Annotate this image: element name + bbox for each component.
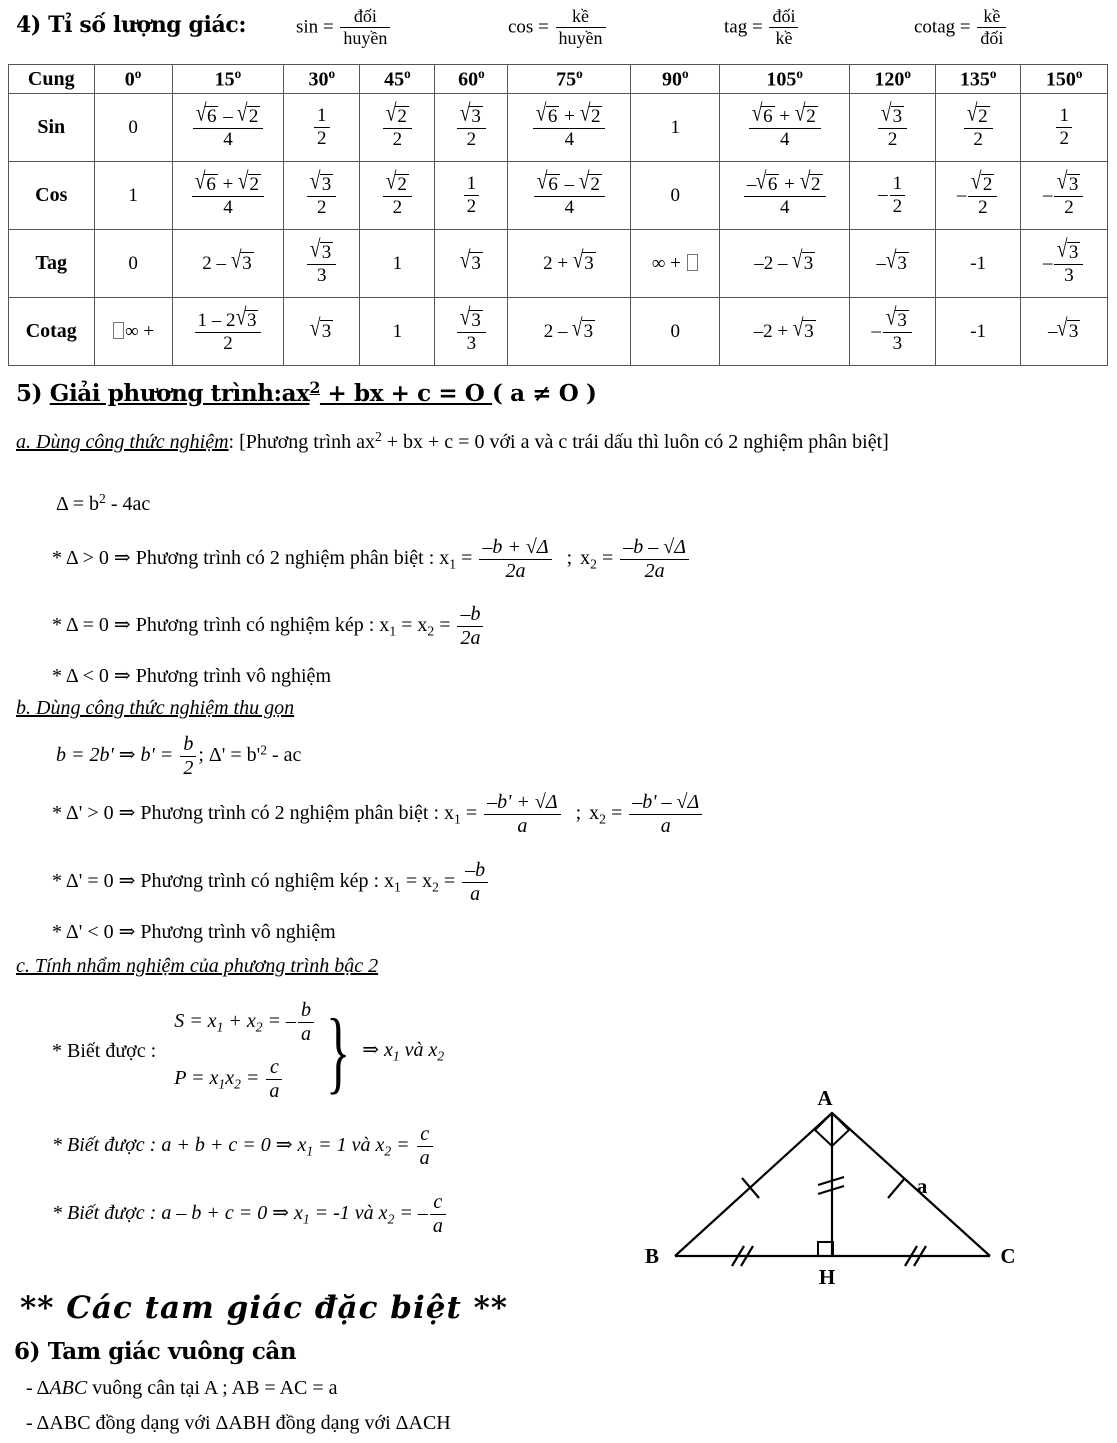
cell-sin-120: $\frac{√3}{2}$: [850, 94, 936, 162]
part-b-case2-x1-sub: 1: [394, 879, 401, 895]
cell-tag-90: ∞ +: [631, 230, 720, 298]
cell-sin-60: $\frac{√3}{2}$: [435, 94, 508, 162]
delta-case1-text: * Δ > 0 ⇒ Phương trình có 2 nghiệm phân biệt : x: [52, 547, 450, 570]
part-b-case1-x1-sub: 1: [454, 811, 461, 827]
ratio-sin-denominator: huyền: [343, 27, 388, 48]
cell-cos-30: $\frac{√3}{2}$: [284, 162, 360, 230]
delta-prime-case-positive: * Δ' > 0 ⇒ Phương trình có 2 nghiệm phân biệt : $x_1$ = $\frac{-b' + √\Delta}{a}$ ; $x_2$ = $\frac{-b' - √\Delta}{a}$: [52, 792, 704, 837]
part-b-case1-numerator: –b' + √Δ: [484, 792, 561, 815]
part-a-note-3: biệt]: [852, 430, 889, 453]
cell-cos-105: $\frac{-√6 + √2}{4}$: [720, 162, 850, 230]
row-header-cotag: Cotag: [9, 298, 95, 366]
cell-sin-90: 1: [631, 94, 720, 162]
ratio-cotag-numerator: kề: [977, 7, 1006, 28]
delta-case1-x2-sub: 2: [590, 556, 597, 572]
delta-case1-equals: =: [456, 547, 478, 570]
row-header-sin: Sin: [9, 94, 95, 162]
table-header-row: [9, 65, 1108, 94]
cell-sin-0: 0: [94, 94, 172, 162]
vieta-implies: ⇒ x: [362, 1039, 393, 1062]
table-header-angle-135: 135$^o$: [935, 65, 1021, 94]
rule2-denominator: a: [432, 1215, 443, 1237]
rule1-x1-sub: 1: [306, 1143, 314, 1159]
isosceles-right-triangle-figure: [620, 1088, 1090, 1313]
vieta-sum-denominator: a: [301, 1023, 312, 1045]
vieta-product-row: [174, 1057, 316, 1102]
delta-def-part2: - 4ac: [105, 492, 151, 515]
label-vertex-a: A: [817, 1088, 833, 1110]
delta-case1-numerator: –b + √Δ: [479, 537, 551, 560]
part-b-case1-x2-label: x: [589, 802, 600, 825]
ratio-sin: sin = $\frac{\text{đối}}{\text{huyền}}$: [296, 7, 392, 48]
trig-values-table: [8, 64, 1108, 366]
vieta-system: [52, 1000, 444, 1102]
table-header-angle-0: 0$^o$: [94, 65, 172, 94]
section5-condition: ( a ≠ O ): [492, 379, 597, 407]
cell-cos-45: $\frac{√2}{2}$: [360, 162, 435, 230]
part-a-note-2: + bx + c = 0 với a và c trái dấu thì luôn có 2 nghiệm phân: [381, 430, 848, 453]
section5-eq-a: ax: [281, 379, 310, 407]
delta-case1-equals2: =: [596, 547, 619, 570]
rule2-prefix: * Biết được : a – b + c = 0 ⇒ x: [52, 1202, 303, 1225]
label-side-a: a: [916, 1174, 928, 1198]
part-b-case1-numerator2: –b' – √Δ: [629, 792, 702, 815]
ratio-sin-numerator: đối: [340, 7, 390, 28]
section5-eq-exponent: 2: [309, 378, 320, 397]
part-b-def-c: - ac: [267, 744, 302, 767]
section6-bullet-1: [26, 1377, 338, 1400]
cell-sin-150: $\frac{1}{2}$: [1021, 94, 1108, 162]
ratio-cotag-denominator: đối: [980, 27, 1004, 48]
part-a-block: [16, 422, 1101, 457]
delta-case2-numerator: –b: [457, 604, 483, 627]
cell-tag-105: –2 – √3: [720, 230, 850, 298]
cell-cotag-30: √3: [284, 298, 360, 366]
cell-sin-105: $\frac{√6 + √2}{4}$: [720, 94, 850, 162]
vieta-implies-x2-sub: 2: [437, 1048, 445, 1064]
table-header-angle-105: 105$^o$: [720, 65, 850, 94]
delta-case1-denominator2: 2a: [644, 560, 665, 582]
ratio-cotag: cotag = $\frac{\text{kề}}{\text{đối}}$: [914, 7, 1008, 48]
vieta-sum-lhs: S = x: [174, 1010, 217, 1033]
rule1-equals: =: [391, 1134, 415, 1157]
table-header-angle-60: 60$^o$: [435, 65, 508, 94]
delta-case1-separator: ;: [566, 547, 573, 570]
cell-tag-30: $\frac{√3}{3}$: [284, 230, 360, 298]
ratio-cos-denominator: huyền: [558, 27, 603, 48]
tick-ac: [888, 1178, 905, 1198]
delta-case2-x1-sub: 1: [389, 623, 397, 639]
vieta-sum-numerator: b: [298, 1000, 314, 1023]
rule1-numerator: c: [417, 1124, 433, 1147]
table-row: [9, 230, 1108, 298]
cell-cotag-90: 0: [631, 298, 720, 366]
rule2-middle: = -1 và x: [309, 1202, 388, 1225]
vieta-known-label: * Biết được :: [52, 1039, 157, 1062]
table-header-angle-90: 90$^o$: [631, 65, 720, 94]
delta-definition: [56, 491, 150, 516]
table-row: [9, 298, 1108, 366]
part-a-note-exponent: 2: [374, 429, 382, 444]
cell-cotag-60: $\frac{√3}{3}$: [435, 298, 508, 366]
part-b-def-denominator: 2: [183, 757, 194, 779]
vieta-prod-lhs: P = x: [174, 1067, 219, 1090]
cell-cotag-150: –√3: [1021, 298, 1108, 366]
cell-tag-15: 2 – √3: [172, 230, 284, 298]
vieta-sum-equals: = –: [262, 1010, 297, 1033]
table-header-angle-75: 75$^o$: [508, 65, 631, 94]
vieta-rule-sum-zero: [52, 1124, 435, 1169]
part-b-case1-denominator: a: [517, 815, 528, 837]
bullet1-prefix: - Δ: [26, 1377, 50, 1399]
delta-case-positive: [52, 537, 691, 582]
cell-tag-120: –√3: [850, 230, 936, 298]
vieta-implies-va: và x: [399, 1039, 438, 1062]
part-b-case2-numerator: –b: [462, 860, 488, 883]
part-b-case2-text: * Δ' = 0 ⇒ Phương trình có nghiệm kép : x: [52, 870, 395, 893]
label-vertex-b: B: [644, 1244, 660, 1268]
delta-case-zero: * Δ = 0 ⇒ Phương trình có nghiệm kép : $x_1 = x_2$ = $\frac{-b}{2a}$: [52, 604, 485, 649]
rule2-x2-sub: 2: [387, 1211, 395, 1227]
ratio-cos-numerator: kề: [556, 7, 606, 28]
cell-cos-0: 1: [94, 162, 172, 230]
vieta-prod-x2-sub: 2: [234, 1076, 241, 1092]
cell-tag-0: 0: [94, 230, 172, 298]
rule2-numerator: c: [430, 1192, 446, 1215]
table-header-angle-30: 30$^o$: [284, 65, 360, 94]
cell-cos-135: – $\frac{√2}{2}$: [935, 162, 1021, 230]
vieta-prod-x1-sub: 1: [218, 1076, 226, 1092]
section5-title: [16, 378, 596, 407]
part-b-case1-x2-sub: 2: [599, 811, 606, 827]
cell-sin-45: $\frac{√2}{2}$: [360, 94, 435, 162]
section5-title-main: Giải phương trình:: [49, 379, 282, 407]
cell-tag-60: √3: [435, 230, 508, 298]
part-c-label: c. Tính nhẩm nghiệm của phương trình bậc 2: [16, 955, 379, 977]
rule2-equals: = –: [394, 1202, 428, 1225]
ratio-sin-name: sin: [296, 16, 319, 38]
part-a-label: a. Dùng công thức nghiệm: [16, 430, 229, 453]
table-corner-header: Cung: [9, 65, 95, 94]
part-b-case1-text: * Δ' > 0 ⇒ Phương trình có 2 nghiệm phân biệt : x: [52, 802, 455, 825]
vieta-rule-alt-zero: [52, 1192, 448, 1237]
ratio-tag-numerator: đối: [769, 7, 798, 28]
right-angle-mark-h: [818, 1242, 833, 1256]
delta-case1-numerator2: –b – √Δ: [620, 537, 689, 560]
table-header-angle-150: 150$^o$: [1021, 65, 1108, 94]
vieta-sum-row: [174, 1000, 316, 1045]
label-vertex-c: C: [1000, 1244, 1016, 1268]
row-header-cos: Cos: [9, 162, 95, 230]
table-header-angle-15: 15$^o$: [172, 65, 284, 94]
vieta-prod-denominator: a: [269, 1080, 280, 1102]
rule1-denominator: a: [419, 1147, 430, 1169]
cell-tag-135: -1: [935, 230, 1021, 298]
cell-sin-30: $\frac{1}{2}$: [284, 94, 360, 162]
vieta-sum-x2-sub: 2: [255, 1019, 263, 1035]
vieta-prod-mid: x: [225, 1067, 235, 1090]
rule2-x1-sub: 1: [302, 1211, 310, 1227]
bullet1-triangle-name: ABC: [49, 1377, 88, 1399]
section6-bullet-2: - ΔABC đồng dạng với ΔABH đồng dạng với ΔACH: [26, 1412, 451, 1434]
cell-cos-90: 0: [631, 162, 720, 230]
ratio-cos-name: cos: [508, 16, 534, 38]
delta-case-negative: * Δ < 0 ⇒ Phương trình vô nghiệm: [52, 665, 331, 687]
vieta-prod-equals: =: [240, 1067, 265, 1090]
cell-cotag-45: 1: [360, 298, 435, 366]
cell-cotag-75: 2 – √3: [508, 298, 631, 366]
table-header-angle-120: 120$^o$: [850, 65, 936, 94]
vieta-sum-mid: + x: [223, 1010, 256, 1033]
vieta-implies-x1-sub: 1: [392, 1048, 400, 1064]
cell-sin-135: $\frac{√2}{2}$: [935, 94, 1021, 162]
cell-cos-60: $\frac{1}{2}$: [435, 162, 508, 230]
table-row: [9, 94, 1108, 162]
table-header-angle-45: 45$^o$: [360, 65, 435, 94]
delta-prime-case-negative: * Δ' < 0 ⇒ Phương trình vô nghiệm: [52, 921, 336, 943]
part-b-case2-denominator: a: [470, 883, 481, 905]
part-b-def-a: b = 2b' ⇒ b' =: [56, 744, 179, 767]
part-b-definition: [56, 734, 301, 779]
cell-cotag-120: – $\frac{√3}{3}$: [850, 298, 936, 366]
special-triangles-banner: ** Các tam giác đặc biệt **: [20, 1290, 508, 1326]
ratio-tag-name: tag: [724, 16, 748, 38]
part-b-case2-x2-sub: 2: [432, 879, 439, 895]
part-b-def-b: ; Δ' = b': [198, 744, 261, 767]
ratio-tag: tag = $\frac{\text{đối}}{\text{kề}}$: [724, 7, 800, 48]
delta-case2-text: * Δ = 0 ⇒ Phương trình có nghiệm kép : x: [52, 614, 390, 637]
side-ac: [832, 1113, 990, 1256]
rule1-prefix: * Biết được : a + b + c = 0 ⇒ x: [52, 1134, 307, 1157]
cell-cos-150: – $\frac{√3}{2}$: [1021, 162, 1108, 230]
section6-title: 6) Tam giác vuông cân: [14, 1338, 297, 1365]
section5-number: 5): [16, 379, 50, 407]
section5-eq-b: + bx + c = O: [319, 379, 493, 407]
ratio-cotag-name: cotag: [914, 16, 956, 38]
cell-sin-75: $\frac{√6 + √2}{4}$: [508, 94, 631, 162]
trig-ratio-header: [16, 4, 1106, 58]
cell-tag-75: 2 + √3: [508, 230, 631, 298]
vieta-prod-numerator: c: [266, 1057, 282, 1080]
delta-case2-x2-sub: 2: [427, 623, 435, 639]
system-brace: }: [325, 999, 351, 1102]
delta-def-exponent: 2: [99, 491, 106, 506]
cell-tag-150: – $\frac{√3}{3}$: [1021, 230, 1108, 298]
cell-cotag-15: $\frac{1 - 2√3}{2}$: [172, 298, 284, 366]
cell-tag-45: 1: [360, 230, 435, 298]
ratio-tag-denominator: kề: [775, 27, 793, 48]
cell-cotag-0: ∞ +: [94, 298, 172, 366]
delta-case1-denominator: 2a: [505, 560, 526, 582]
part-b-case1-separator: ;: [575, 802, 582, 825]
cell-cos-15: $\frac{√6 + √2}{4}$: [172, 162, 284, 230]
delta-def-part1: Δ = b: [56, 492, 100, 515]
vieta-sum-x1-sub: 1: [216, 1019, 224, 1035]
cell-sin-15: $\frac{√6 - √2}{4}$: [172, 94, 284, 162]
vieta-implication: [362, 1037, 444, 1064]
section4-title: 4) Tỉ số lượng giác:: [16, 12, 247, 38]
delta-case1-x2-label: x: [580, 547, 591, 570]
label-vertex-h: H: [818, 1265, 836, 1289]
part-a-note-1: : [Phương trình ax: [228, 430, 375, 453]
table-row: [9, 162, 1108, 230]
row-header-tag: Tag: [9, 230, 95, 298]
cell-cos-120: – $\frac{1}{2}$: [850, 162, 936, 230]
part-b-label: b. Dùng công thức nghiệm thu gọn: [16, 697, 295, 719]
rule1-x2-sub: 2: [384, 1143, 392, 1159]
part-b-def-exponent: 2: [260, 742, 268, 758]
part-b-def-numerator: b: [180, 734, 196, 757]
ratio-cos: cos = $\frac{\text{kề}}{\text{huyền}}$: [508, 7, 608, 48]
delta-case1-x1-sub: 1: [449, 556, 457, 572]
part-b-case1-denominator2: a: [660, 815, 671, 837]
cell-cotag-105: –2 + √3: [720, 298, 850, 366]
cell-cos-75: $\frac{√6 - √2}{4}$: [508, 162, 631, 230]
bullet1-suffix: vuông cân tại A ; AB = AC = a: [87, 1377, 338, 1399]
rule1-middle: = 1 và x: [313, 1134, 385, 1157]
cell-cotag-135: -1: [935, 298, 1021, 366]
delta-prime-case-zero: * Δ' = 0 ⇒ Phương trình có nghiệm kép : $x_1 = x_2$ = $\frac{-b}{a}$: [52, 860, 490, 905]
delta-case2-denominator: 2a: [460, 627, 481, 649]
side-ab: [675, 1113, 832, 1256]
